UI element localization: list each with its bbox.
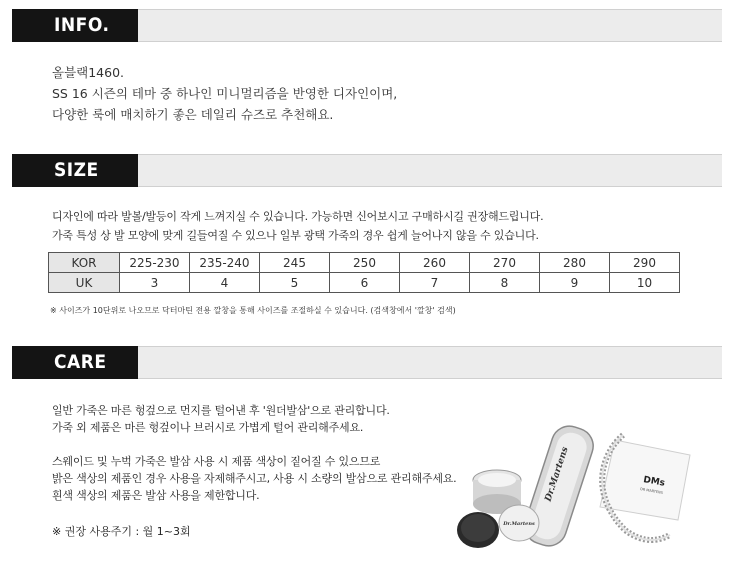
- care-line: 일반 가죽은 마른 헝겊으로 먼지를 털어낸 후 '원더발삼'으로 관리합니다.: [52, 404, 390, 417]
- size-row-label: KOR: [49, 253, 120, 273]
- size-table: [48, 252, 680, 293]
- size-cell: 235-240: [190, 253, 260, 273]
- info-description: [52, 62, 397, 125]
- care-header-bar: [138, 346, 722, 379]
- care-line: [52, 436, 456, 453]
- size-note: 디자인에 따라 발볼/발등이 작게 느껴지실 수 있습니다. 가능하면 신어보시고 구매하시길 권장해드립니다.: [52, 210, 544, 223]
- care-cycle: ※ 권장 사용주기 : 월 1~3회: [52, 525, 191, 538]
- size-row-label: UK: [49, 273, 120, 293]
- size-cell: 3: [120, 273, 190, 293]
- info-line: 다양한 룩에 매치하기 좋은 데일리 슈즈로 추천해요.: [52, 107, 334, 122]
- info-line: SS 16 시즌의 테마 중 하나인 미니멀리즘을 반영한 디자인이며,: [52, 86, 398, 101]
- polishing-cloth: [600, 440, 690, 520]
- care-section-header: [12, 346, 722, 379]
- info-section-header: [12, 9, 722, 42]
- info-header-bar: [138, 9, 722, 42]
- size-notes: [52, 207, 543, 245]
- care-kit-image: [440, 395, 695, 560]
- info-header-label: INFO.: [12, 9, 138, 42]
- size-header-bar: [138, 154, 722, 187]
- cloth-logo-text: DMs: [642, 475, 666, 489]
- size-cell: 260: [400, 253, 470, 273]
- care-instructions: [52, 402, 456, 504]
- care-line: 흰색 색상의 제품은 발삼 사용을 제한합니다.: [52, 489, 260, 502]
- care-header-label: CARE: [12, 346, 138, 379]
- care-line: 밝은 색상의 제품인 경우 사용을 자제해주시고, 사용 시 소량의 발삼으로 관리해주세요.: [52, 472, 457, 485]
- size-cell: 270: [470, 253, 540, 273]
- size-row-kor: [49, 253, 680, 273]
- care-line: 스웨이드 및 누벅 가죽은 발삼 사용 시 제품 색상이 짙어질 수 있으므로: [52, 455, 381, 468]
- size-footnote: ※ 사이즈가 10단위로 나오므로 닥터마틴 전용 깔창을 통해 사이즈를 조절하실 수 있습니다. (검색창에서 '깔창' 검색): [50, 306, 456, 315]
- size-cell: 7: [400, 273, 470, 293]
- size-note: 가죽 특성 상 발 모양에 맞게 길들여질 수 있으나 일부 광택 가죽의 경우 쉽게 늘어나지 않을 수 있습니다.: [52, 229, 539, 242]
- size-cell: 10: [610, 273, 680, 293]
- size-cell: 8: [470, 273, 540, 293]
- size-cell: 4: [190, 273, 260, 293]
- size-cell: 290: [610, 253, 680, 273]
- size-cell: 225-230: [120, 253, 190, 273]
- size-cell: 9: [540, 273, 610, 293]
- info-line: 올블랙1460.: [52, 65, 125, 80]
- size-cell: 5: [260, 273, 330, 293]
- size-cell: 280: [540, 253, 610, 273]
- cloth-logo-subtext: DR MARTENS: [639, 487, 664, 495]
- size-header-label: SIZE: [12, 154, 138, 187]
- size-cell: 245: [260, 253, 330, 273]
- size-cell: 6: [330, 273, 400, 293]
- jar-logo-text: Dr.Martens: [503, 521, 535, 527]
- size-section-header: [12, 154, 722, 187]
- size-row-uk: [49, 273, 680, 293]
- care-line: 가죽 외 제품은 마른 헝겊이나 브러시로 가볍게 털어 관리해주세요.: [52, 421, 364, 434]
- size-cell: 250: [330, 253, 400, 273]
- brush-logo-text: Dr.Martens: [543, 445, 571, 503]
